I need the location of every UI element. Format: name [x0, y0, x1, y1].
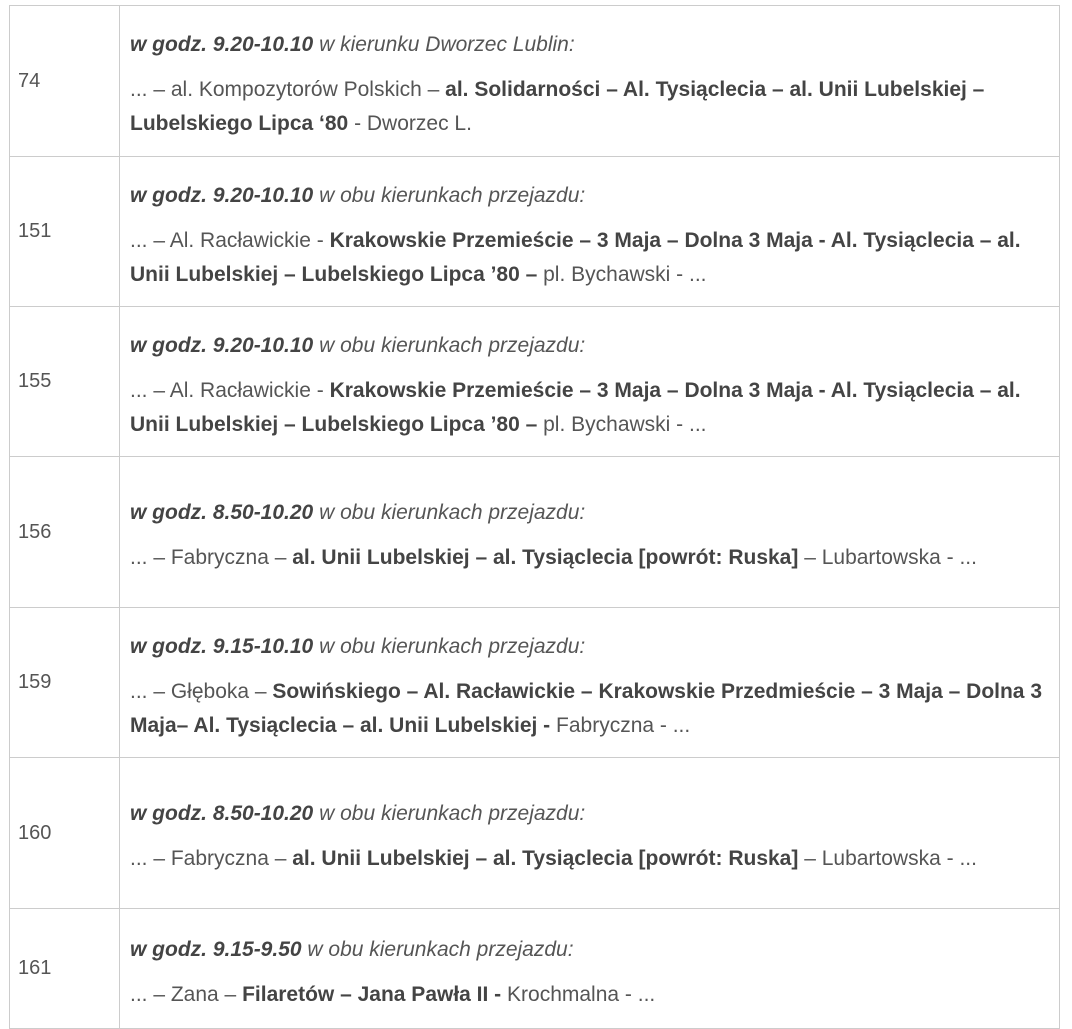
route-segment: ... – al. Kompozytorów Polskich – — [130, 78, 446, 101]
table-row — [10, 307, 1060, 457]
line-number: 159 — [10, 608, 120, 758]
route-text — [130, 675, 1049, 743]
route-segment: ... – Zana – — [130, 982, 243, 1006]
route-segment: ... – Al. Racławickie - — [130, 228, 330, 252]
route-cell — [120, 457, 1060, 608]
table-row — [10, 608, 1060, 758]
route-segment: – Lubartowska - ... — [798, 847, 977, 870]
route-segment-bold: al. Unii Lubelskiej – al. Tysiąclecia [powrót: Ruska] — [292, 546, 799, 569]
line-number: 155 — [10, 307, 120, 457]
time-hours: w godz. 9.20-10.10 — [130, 183, 314, 207]
route-cell — [120, 758, 1060, 909]
line-number: 156 — [10, 457, 120, 608]
route-cell — [120, 909, 1060, 1029]
route-segment: Krochmalna - ... — [501, 982, 656, 1006]
line-number: 160 — [10, 758, 120, 909]
table-row — [10, 6, 1060, 157]
route-segment: ... – Fabryczna – — [130, 847, 293, 870]
time-hours: w godz. 8.50-10.20 — [130, 802, 314, 825]
time-window — [130, 633, 1049, 661]
route-text — [130, 73, 1049, 141]
route-segment-bold: Krakowskie Przemieście – 3 Maja – Dolna 3 Maja - Al. Tysiąclecia – al. Unii Lubelskiej – Lubelskiego Lipca ’80 – — [130, 228, 1021, 286]
line-number: 74 — [10, 6, 120, 157]
time-window — [130, 800, 1049, 828]
time-direction: w kierunku Dworzec Lublin: — [313, 33, 575, 56]
time-hours: w godz. 9.20-10.10 — [130, 33, 314, 56]
time-direction: w obu kierunkach przejazdu: — [313, 501, 586, 524]
time-hours: w godz. 9.15-9.50 — [130, 937, 302, 961]
route-segment: Fabryczna - ... — [550, 713, 691, 737]
route-text — [130, 541, 1049, 575]
time-direction: w obu kierunkach przejazdu: — [313, 183, 586, 207]
table-row — [10, 457, 1060, 608]
route-segment-bold: Krakowskie Przemieście – 3 Maja – Dolna 3 Maja - Al. Tysiąclecia – al. Unii Lubelskiej – Lubelskiego Lipca ’80 – — [130, 378, 1021, 436]
time-window — [130, 31, 1049, 59]
route-segment-bold: al. Unii Lubelskiej – al. Tysiąclecia [powrót: Ruska] — [292, 847, 799, 870]
route-segment: - Dworzec L. — [348, 112, 472, 135]
line-number: 151 — [10, 157, 120, 307]
time-direction: w obu kierunkach przejazdu: — [313, 802, 586, 825]
table-row — [10, 909, 1060, 1029]
route-segment: pl. Bychawski - ... — [537, 412, 707, 436]
route-cell — [120, 608, 1060, 758]
route-cell — [120, 157, 1060, 307]
time-direction: w obu kierunkach przejazdu: — [313, 333, 586, 357]
route-text — [130, 374, 1049, 442]
time-hours: w godz. 9.15-10.10 — [130, 634, 314, 658]
route-text — [130, 842, 1049, 876]
route-segment: ... – Głęboka – — [130, 679, 273, 703]
route-segment-bold: al. Solidarności – Al. Tysiąclecia – al. Unii Lubelskiej – Lubelskiego Lipca ‘80 — [130, 78, 985, 135]
route-segment: ... – Al. Racławickie - — [130, 378, 330, 402]
time-window — [130, 182, 1049, 210]
line-number: 161 — [10, 909, 120, 1029]
time-hours: w godz. 9.20-10.10 — [130, 333, 314, 357]
bus-routes-table — [9, 5, 1060, 1029]
route-segment-bold: Sowińskiego – Al. Racławickie – Krakowskie Przedmieście – 3 Maja – Dolna 3 Maja– Al. Tysiąclecia – al. Unii Lubelskiej - — [130, 679, 1042, 737]
route-text — [130, 978, 1049, 1012]
route-text — [130, 224, 1049, 292]
table-row — [10, 758, 1060, 909]
time-window — [130, 332, 1049, 360]
time-direction: w obu kierunkach przejazdu: — [301, 937, 574, 961]
route-segment-bold: Filaretów – Jana Pawła II - — [242, 982, 502, 1006]
route-cell — [120, 307, 1060, 457]
time-window — [130, 936, 1049, 964]
time-hours: w godz. 8.50-10.20 — [130, 501, 314, 524]
time-direction: w obu kierunkach przejazdu: — [313, 634, 586, 658]
time-window — [130, 499, 1049, 527]
table-row — [10, 157, 1060, 307]
route-cell — [120, 6, 1060, 157]
route-segment: pl. Bychawski - ... — [537, 262, 707, 286]
route-segment: – Lubartowska - ... — [798, 546, 977, 569]
route-segment: ... – Fabryczna – — [130, 546, 293, 569]
